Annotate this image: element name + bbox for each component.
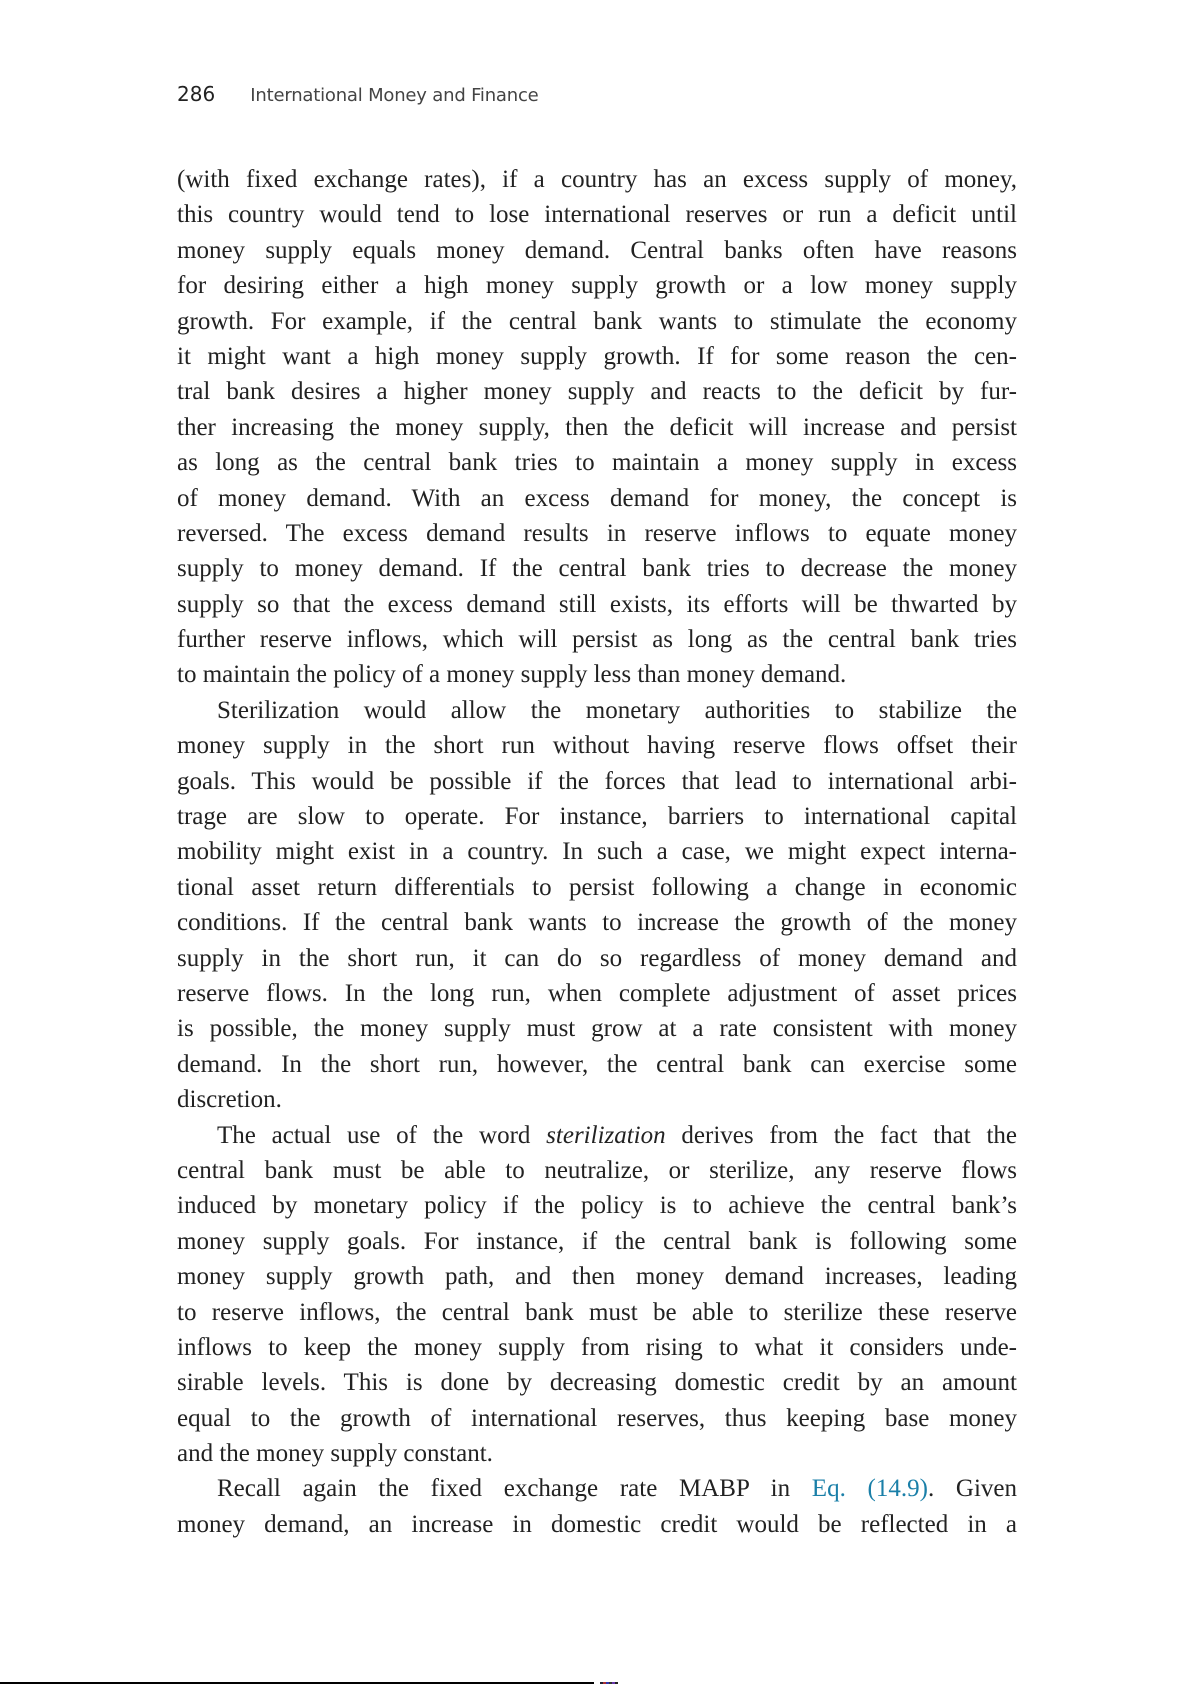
text-line: for desiring either a high money supply growth or a low money supply bbox=[177, 272, 1017, 300]
text-line: reversed. The excess demand results in reserve inflows to equate money bbox=[177, 519, 1017, 547]
text-line: supply so that the excess demand still exists, its efforts will be thwarted by bbox=[177, 590, 1017, 618]
text-line: of money demand. With an excess demand for money, the concept is bbox=[177, 484, 1017, 512]
text-line: sirable levels. This is done by decreasing domestic credit by an amount bbox=[177, 1369, 1017, 1397]
paragraph-start-line bbox=[177, 1118, 1017, 1153]
text-line: money supply in the short run without having reserve flows offset their bbox=[177, 732, 1017, 760]
text-line: money supply goals. For instance, if the central bank is following some bbox=[177, 1227, 1017, 1255]
text-line: tral bank desires a higher money supply and reacts to the deficit by fur- bbox=[177, 378, 1017, 406]
text-line: growth. For example, if the central bank wants to stimulate the economy bbox=[177, 307, 1017, 335]
text-line: discretion. bbox=[177, 1086, 282, 1114]
paragraph-start-line: Sterilization would allow the monetary authorities to stabilize the bbox=[217, 696, 1017, 724]
text-line: central bank must be able to neutralize, or sterilize, any reserve flows bbox=[177, 1156, 1017, 1184]
text-line: ther increasing the money supply, then the deficit will increase and persist bbox=[177, 413, 1017, 441]
book-title: International Money and Finance bbox=[250, 85, 539, 106]
equation-link[interactable]: Eq. (14.9) bbox=[811, 1475, 928, 1503]
text-line: this country would tend to lose international reserves or run a deficit until bbox=[177, 201, 1017, 229]
text-fragment: Recall again the fixed exchange rate MABP in bbox=[217, 1475, 812, 1503]
text-line: money demand, an increase in domestic credit would be reflected in a bbox=[177, 1510, 1017, 1538]
running-header bbox=[177, 82, 539, 106]
scan-artifact bbox=[600, 1682, 618, 1684]
text-line: goals. This would be possible if the forces that lead to international arbi- bbox=[177, 767, 1017, 795]
text-line: induced by monetary policy if the policy is to achieve the central bank’s bbox=[177, 1192, 1017, 1220]
italic-term: sterilization bbox=[546, 1121, 666, 1149]
page-number: 286 bbox=[177, 82, 216, 106]
paragraph-start-line bbox=[177, 1471, 1017, 1506]
text-line: equal to the growth of international reserves, thus keeping base money bbox=[177, 1404, 1017, 1432]
text-line: mobility might exist in a country. In such a case, we might expect interna- bbox=[177, 838, 1017, 866]
text-line: conditions. If the central bank wants to increase the growth of the money bbox=[177, 909, 1017, 937]
text-line: tional asset return differentials to persist following a change in economic bbox=[177, 873, 1017, 901]
text-line: as long as the central bank tries to maintain a money supply in excess bbox=[177, 449, 1017, 477]
text-line: is possible, the money supply must grow at a rate consistent with money bbox=[177, 1015, 1017, 1043]
text-line: reserve flows. In the long run, when complete adjustment of asset prices bbox=[177, 979, 1017, 1007]
bottom-rule bbox=[0, 1682, 594, 1684]
text-line: money supply equals money demand. Central banks often have reasons bbox=[177, 236, 1017, 264]
text-line: supply to money demand. If the central bank tries to decrease the money bbox=[177, 555, 1017, 583]
text-line: trage are slow to operate. For instance, barriers to international capital bbox=[177, 803, 1017, 831]
text-line: and the money supply constant. bbox=[177, 1440, 493, 1468]
text-line: inflows to keep the money supply from rising to what it considers unde- bbox=[177, 1333, 1017, 1361]
text-fragment: derives from the fact that the bbox=[665, 1121, 1018, 1149]
text-line: demand. In the short run, however, the central bank can exercise some bbox=[177, 1050, 1017, 1078]
text-fragment: The actual use of the word bbox=[217, 1121, 547, 1149]
text-line: to reserve inflows, the central bank must be able to sterilize these reserve bbox=[177, 1298, 1017, 1326]
text-line: money supply growth path, and then money demand increases, leading bbox=[177, 1263, 1017, 1291]
text-line: to maintain the policy of a money supply less than money demand. bbox=[177, 661, 847, 689]
text-line: it might want a high money supply growth. If for some reason the cen- bbox=[177, 342, 1017, 370]
text-line: further reserve inflows, which will persist as long as the central bank tries bbox=[177, 626, 1017, 654]
text-line: supply in the short run, it can do so regardless of money demand and bbox=[177, 944, 1017, 972]
body-text bbox=[177, 162, 1017, 1542]
text-line: (with fixed exchange rates), if a country has an excess supply of money, bbox=[177, 166, 1017, 193]
text-fragment: . Given bbox=[927, 1475, 1017, 1503]
